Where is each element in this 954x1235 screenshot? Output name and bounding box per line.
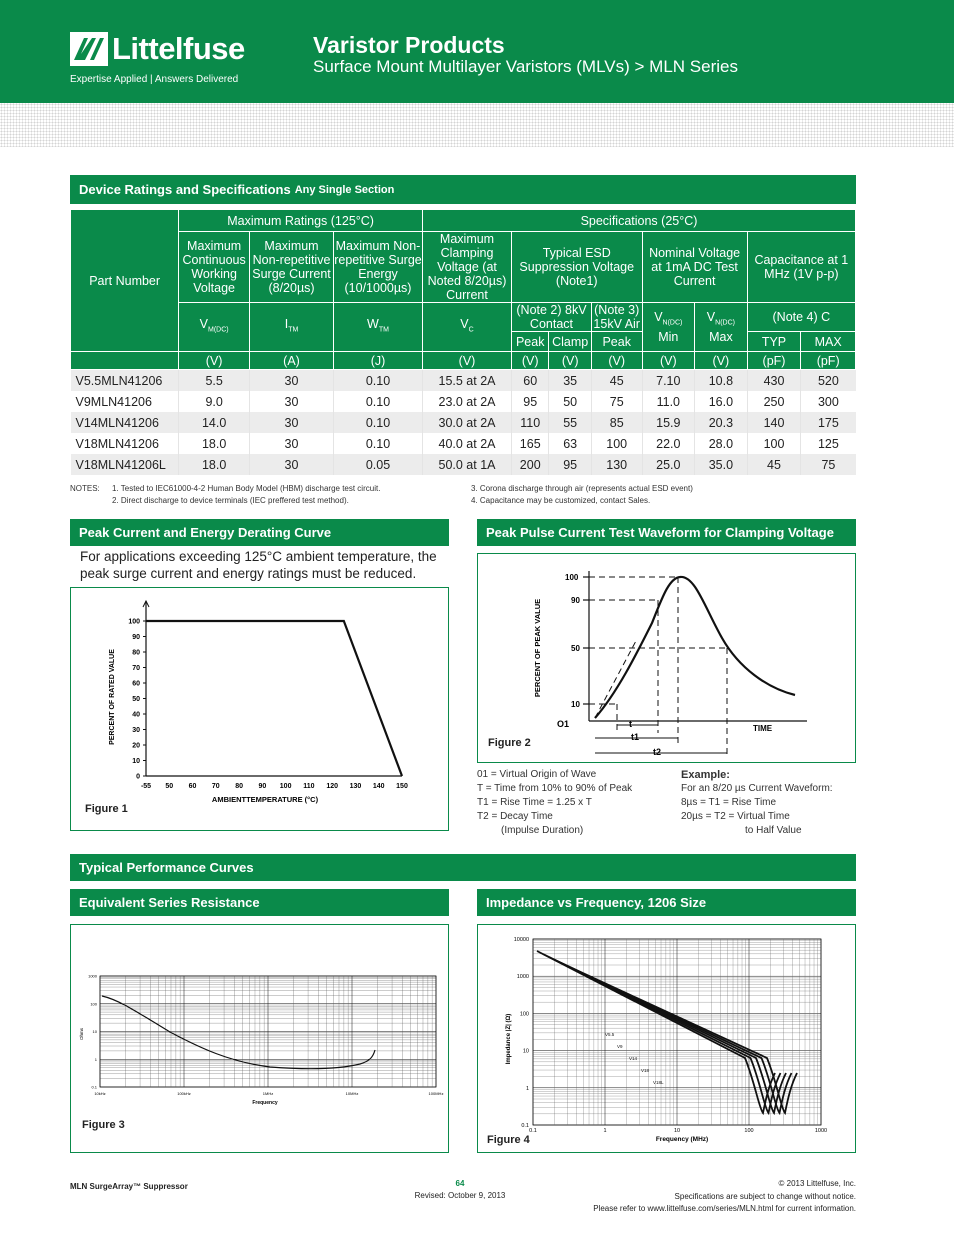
impedance-ytick-label: 100 (519, 1011, 529, 1018)
impedance-series-label: V18L (653, 1080, 664, 1085)
footer-product: MLN SurgeArray™ Suppressor (70, 1182, 188, 1191)
impedance-ytick-label: 1000 (516, 974, 529, 981)
waveform-curve (595, 577, 795, 718)
note3-header: (Note 3) 15kV Air (591, 303, 642, 332)
table-cell: 5.5 (179, 370, 250, 392)
impedance-xtick-label: 100 (744, 1128, 754, 1134)
table-cell: 100 (591, 433, 642, 454)
derating-ytick-label: 0 (136, 773, 140, 781)
table-cell: 55 (549, 412, 591, 433)
table-cell: 18.0 (179, 433, 250, 454)
footer-right (540, 1178, 856, 1216)
example-title: Example: (681, 769, 730, 781)
esr-xtick-label: 10kHz (94, 1091, 106, 1096)
table-cell: 95 (512, 391, 549, 412)
vm-symbol: $V_{M(DC)}$ (179, 303, 250, 352)
part-number-cell: V9MLN41206 (71, 391, 179, 412)
table-cell: 16.0 (695, 391, 748, 412)
ratings-section-title: Device Ratings and Specifications (79, 182, 291, 197)
esr-ytick-label: 1000 (88, 973, 97, 979)
unit-cell: (J) (333, 352, 422, 370)
vm-header: Maximum Continuous Working Voltage (179, 232, 250, 303)
derating-xtick-label: 70 (211, 783, 220, 790)
note-4: 4. Capacitance may be customized, contact Sales. (471, 496, 651, 505)
table-cell: 95 (549, 454, 591, 475)
derating-xtick-label: 130 (349, 783, 362, 790)
unit-cell: (V) (179, 352, 250, 370)
wave-ytick-50: 50 (571, 644, 580, 653)
table-row (71, 454, 856, 475)
esr-ytick-label: 1 (94, 1056, 97, 1062)
cap-typ-header: TYP (747, 332, 801, 352)
esr-section-title: Equivalent Series Resistance (79, 895, 260, 910)
derating-ytick-label: 70 (132, 665, 140, 672)
table-cell: 7.10 (642, 370, 695, 392)
derating-ytick-label: 60 (132, 680, 140, 688)
impedance-chart (477, 924, 856, 1153)
unit-cell: (V) (423, 352, 512, 370)
waveform-section-header (477, 519, 856, 546)
derating-chart (70, 587, 449, 831)
part-number-cell: V14MLN41206 (71, 412, 179, 433)
itm-header: Maximum Non-repetitive Surge Current (8/20µs) (250, 232, 334, 303)
derating-xtick-label: 140 (372, 783, 385, 790)
example-line: For an 8/20 µs Current Waveform: (681, 783, 833, 794)
table-cell: 200 (512, 454, 549, 475)
esr-ylabel: Ohms (79, 1027, 84, 1041)
table-cell: 250 (747, 391, 801, 412)
derating-section-header (70, 519, 449, 546)
table-cell: 35 (549, 370, 591, 392)
derating-xtick-label: 150 (396, 783, 408, 790)
unit-cell: (V) (591, 352, 642, 370)
esd-air-peak-header: Peak (591, 332, 642, 352)
derating-ytick-label: 20 (132, 742, 140, 750)
impedance-ytick-label: 10 (522, 1048, 529, 1055)
vc-header: Maximum Clamping Voltage (at Noted 8/20µs) Current (423, 232, 512, 303)
wave-o1-label: O1 (557, 719, 570, 729)
table-cell: 15.9 (642, 412, 695, 433)
copyright: © 2013 Littelfuse, Inc. (778, 1179, 856, 1188)
derating-ytick-label: 10 (132, 758, 140, 765)
table-cell: 20.3 (695, 412, 748, 433)
esr-ytick-label: 0.1 (91, 1084, 97, 1090)
table-cell: 110 (512, 412, 549, 433)
esr-xtick-label: 100MHz (428, 1091, 444, 1096)
figure1-label: Figure 1 (85, 803, 128, 815)
table-cell: 30 (250, 412, 334, 433)
unit-cell: (pF) (801, 352, 856, 370)
table-cell: 22.0 (642, 433, 695, 454)
wave-ytick-10: 10 (571, 700, 580, 709)
impedance-ylabel: Impedance |Z| (Ω) (506, 1013, 512, 1065)
unit-cell: (A) (250, 352, 334, 370)
wave-t2-label: t2 (653, 747, 662, 757)
impedance-series-label: V9 (617, 1044, 623, 1049)
vn-min-header: $V_{N(DC)}$ Min (642, 303, 695, 352)
notes-label: NOTES: (70, 484, 100, 493)
refer-link[interactable]: Please refer to www.littelfuse.com/series/MLN.html for current information. (593, 1204, 856, 1213)
table-cell: 125 (817, 436, 839, 451)
wave-xlabel: TIME (753, 724, 773, 733)
wave-t-label: t (629, 719, 632, 729)
esr-curve (102, 996, 375, 1069)
impedance-series-label: V14 (629, 1056, 638, 1061)
ratings-section-subtitle: Any Single Section (294, 183, 395, 196)
wave-ylabel: PERCENT OF PEAK VALUE (533, 598, 542, 698)
table-cell: 60 (512, 370, 549, 392)
derating-xtick-label: 80 (235, 783, 243, 790)
esr-xtick-label: 10MHz (345, 1091, 359, 1096)
note-2: 2. Direct discharge to device terminals (IEC preffered test method). (112, 496, 349, 505)
capacitance-header: Capacitance at 1 MHz (1V p-p) (747, 232, 855, 303)
esr-xtick-label: 100kHz (177, 1091, 191, 1096)
figure4-label: Figure 4 (487, 1134, 530, 1146)
table-cell: 0.05 (333, 454, 422, 475)
ratings-table (70, 209, 856, 475)
page-number: 64 (455, 1179, 465, 1188)
legend-line: T2 = Decay Time (477, 811, 553, 822)
legend-line: 01 = Virtual Origin of Wave (477, 769, 597, 780)
table-cell: 130 (591, 454, 642, 475)
table-cell: 520 (801, 370, 856, 392)
derating-xlabel: AMBIENTTEMPERATURE (°C) (211, 795, 319, 804)
derating-xtick-label: 110 (303, 783, 315, 790)
littelfuse-logo-icon (70, 32, 108, 66)
table-cell: 175 (801, 412, 856, 433)
table-cell: 63 (549, 433, 591, 454)
derating-description: For applications exceeding 125°C ambient temperature, the peak surge current and energy ratings must be reduced. (80, 549, 437, 581)
table-cell: 45 (591, 370, 642, 392)
derating-ytick-label: 90 (132, 634, 140, 641)
esd-clamp-header: Clamp (549, 332, 591, 352)
table-cell: 35.0 (695, 454, 748, 475)
vn-header: Nominal Voltage at 1mA DC Test Current (642, 232, 747, 303)
max-ratings-group-header: Maximum Ratings (125°C) (179, 210, 423, 232)
esd-peak-header: Peak (512, 332, 549, 352)
table-cell: 30 (250, 454, 334, 475)
table-cell: 85 (591, 412, 642, 433)
note-3: 3. Corona discharge through air (represents actual ESD event) (471, 484, 693, 493)
footer-center (380, 1178, 540, 1202)
brand-name: Littelfuse (112, 31, 245, 66)
derating-line (146, 621, 402, 776)
derating-xtick-label: 60 (188, 783, 197, 790)
table-cell: 18.0 (179, 454, 250, 475)
table-cell: 25.0 (642, 454, 695, 475)
esr-chart (70, 924, 449, 1153)
cap-max-header: MAX (801, 332, 856, 352)
derating-ylabel: PERCENT OF RATED VALUE (109, 649, 116, 745)
derating-ytick-label: 30 (132, 727, 140, 734)
derating-ytick-label: 40 (132, 711, 140, 719)
dot-pattern-band (0, 103, 954, 147)
impedance-curve (537, 951, 775, 1113)
disclaimer: Specifications are subject to change without notice. (674, 1191, 856, 1201)
table-cell: 45 (747, 454, 801, 475)
ratings-section-header (70, 175, 856, 204)
legend-line: T1 = Rise Time = 1.25 x T (477, 797, 592, 808)
impedance-xtick-label: 0.1 (529, 1128, 537, 1134)
table-cell: 9.0 (179, 391, 250, 412)
table-cell: 0.10 (333, 370, 422, 392)
brand-tagline: Expertise Applied | Answers Delivered (70, 74, 239, 85)
derating-ytick-label: 80 (132, 649, 140, 657)
part-number-header: Part Number (71, 210, 179, 352)
unit-cell: (V) (512, 352, 549, 370)
table-cell: 50.0 at 1A (423, 454, 512, 475)
table-cell: 30 (250, 370, 334, 392)
impedance-section-header (477, 889, 856, 916)
table-cell: 40.0 at 2A (423, 433, 512, 454)
table-cell: 0.10 (333, 412, 422, 433)
table-cell: 100 (747, 433, 801, 454)
derating-xtick-label: 100 (279, 783, 292, 790)
note4-header: (Note 4) C (747, 303, 855, 332)
table-cell: 28.0 (695, 433, 748, 454)
impedance-section-title: Impedance vs Frequency, 1206 Size (486, 895, 707, 910)
table-cell: 300 (817, 394, 839, 409)
derating-ytick-label: 100 (128, 618, 140, 626)
wtm-symbol: $W_{TM}$ (333, 303, 422, 352)
revised-date: Revised: October 9, 2013 (414, 1191, 506, 1200)
part-number-cell: V18MLN41206L (71, 454, 179, 475)
impedance-ytick-label: 10000 (513, 937, 529, 943)
part-number-cell: V5.5MLN41206 (71, 370, 179, 392)
table-cell: 0.10 (333, 391, 422, 412)
part-number-cell: V18MLN41206 (71, 433, 179, 454)
derating-xtick-label: 90 (258, 783, 267, 790)
figure2-label: Figure 2 (488, 737, 531, 749)
esr-ytick-label: 100 (90, 1001, 97, 1007)
unit-cell: (pF) (747, 352, 801, 370)
derating-ytick-label: 50 (132, 696, 140, 703)
units-row (71, 352, 856, 370)
wave-ytick-100: 100 (565, 573, 579, 582)
table-cell: 23.0 at 2A (423, 391, 512, 412)
page-title: Varistor Products (313, 32, 505, 58)
table-cell: 14.0 (179, 412, 250, 433)
unit-cell: (V) (695, 352, 748, 370)
figure3-label: Figure 3 (82, 1119, 125, 1131)
impedance-xtick-label: 10 (673, 1128, 681, 1134)
unit-cell: (V) (549, 352, 591, 370)
vn-max-header: $V_{N(DC)}$ Max (695, 303, 748, 352)
table-cell: 75 (801, 454, 856, 475)
table-cell: 30.0 at 2A (423, 412, 512, 433)
esr-ytick-label: 10 (92, 1029, 97, 1034)
table-cell: 30 (250, 433, 334, 454)
esr-xtick-label: 1MHz (262, 1091, 274, 1096)
table-cell: 15.5 at 2A (423, 370, 512, 392)
table-cell: 430 (747, 370, 801, 392)
impedance-ytick-label: 0.1 (521, 1123, 529, 1129)
legend-line: T = Time from 10% to 90% of Peak (477, 783, 633, 794)
table-cell: 10.8 (695, 370, 748, 392)
table-cell: 11.0 (642, 391, 695, 412)
specifications-group-header: Specifications (25°C) (423, 210, 856, 232)
wave-t1-label: t1 (631, 732, 640, 742)
esr-section-header (70, 889, 449, 916)
impedance-ytick-label: 1 (525, 1085, 529, 1092)
note-1: 1. Tested to IEC61000-4-2 Human Body Model (HBM) discharge test circuit. (112, 484, 381, 493)
unit-cell: (V) (642, 352, 695, 370)
perf-section-title: Typical Performance Curves (79, 860, 254, 875)
table-cell: 140 (747, 412, 801, 433)
waveform-example (681, 768, 833, 838)
impedance-xtick-label: 1 (603, 1128, 607, 1134)
impedance-xlabel: Frequency (MHz) (655, 1136, 709, 1143)
impedance-xtick-label: 1000 (814, 1128, 828, 1134)
table-row (71, 370, 856, 392)
example-line: 8µs = T1 = Rise Time (681, 797, 777, 808)
table-row (71, 391, 856, 412)
derating-xtick-label: -55 (140, 783, 152, 790)
page-subtitle: Surface Mount Multilayer Varistors (MLVs) > MLN Series (313, 57, 738, 76)
impedance-series-label: V18 (641, 1068, 650, 1073)
esd-header: Typical ESD Suppression Voltage (Note1) (512, 232, 642, 303)
perf-section-header (70, 854, 856, 881)
wtm-header: Maximum Non-repetitive Surge Energy (10/1000µs) (333, 232, 422, 303)
impedance-series-label: V5.5 (605, 1032, 615, 1037)
table-cell: 50 (549, 391, 591, 412)
derating-xtick-label: 50 (165, 783, 174, 790)
table-row (71, 412, 856, 433)
legend-line: (Impulse Duration) (501, 825, 584, 836)
vc-symbol: $V_C$ (423, 303, 512, 352)
wave-ytick-90: 90 (571, 596, 580, 605)
table-cell: 30 (250, 391, 334, 412)
derating-xtick-label: 120 (326, 783, 339, 790)
waveform-legend (477, 768, 632, 838)
example-line: to Half Value (745, 825, 802, 836)
esr-xlabel: Frequency (252, 1100, 278, 1106)
table-cell: 165 (512, 433, 549, 454)
itm-symbol: $I_{TM}$ (250, 303, 334, 352)
waveform-section-title: Peak Pulse Current Test Waveform for Clamping Voltage (486, 525, 834, 540)
table-cell: 0.10 (333, 433, 422, 454)
note2-header: (Note 2) 8kV Contact (512, 303, 592, 332)
table-cell: 75 (591, 391, 642, 412)
derating-section-title: Peak Current and Energy Derating Curve (79, 525, 332, 540)
waveform-chart (477, 553, 856, 763)
table-row (71, 433, 856, 454)
example-line: 20µs = T2 = Virtual Time (681, 811, 790, 822)
